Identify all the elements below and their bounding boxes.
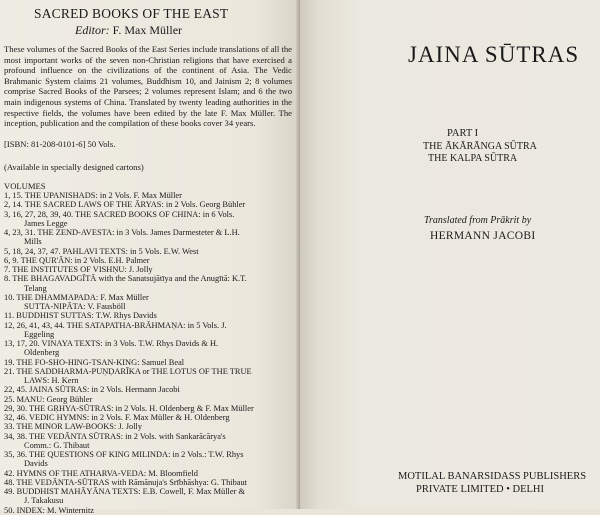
volume-entry: 11. BUDDHIST SUTTAS: T.W. Rhys Davids (4, 311, 157, 321)
volume-entry: 49. BUDDHIST MAHĀYĀNA TEXTS: E.B. Cowell, F. Max Müller & (4, 487, 245, 496)
volumes-list (4, 191, 294, 515)
volume-entry: 48. THE VEDĀNTA-SŪTRAS with Rāmānuja's Srībhāshya: G. Thibaut (4, 477, 247, 487)
volume-entry: 32, 46. VEDIC HYMNS: in 2 Vols. F. Max Müller & H. Oldenberg (4, 413, 230, 422)
series-title: SACRED BOOKS OF THE EAST (34, 6, 229, 21)
volume-entry: 1, 15. THE UPANISHADS: in 2 Vols. F. Max Müller (4, 191, 182, 200)
subtitle-kalpa: THE KALPA SŪTRA (428, 153, 518, 164)
editor-name: F. Max Müller (112, 23, 183, 37)
subtitle-acaranga: THE ĀKĀRĀNGA SŪTRA (423, 141, 537, 152)
right-page (300, 0, 600, 509)
book-title: JAINA SŪTRAS (408, 42, 580, 67)
volume-entry: 35, 36. THE QUESTIONS OF KING MILINDA: in 2 Vols.: T.W. Rhys (4, 450, 244, 459)
volume-entry: SUTTA-NIPĀTA: V. Fausböll (24, 302, 126, 311)
availability-note: (Available in specially designed cartons) (4, 162, 144, 172)
publisher-imprint: PRIVATE LIMITED • DELHI (416, 484, 545, 495)
volume-entry: 6, 9. THE QUR'ĀN: in 2 Vols. E.H. Palmer (4, 255, 150, 265)
volume-entry: 22, 45. JAINA SŪTRAS: in 2 Vols. Hermann Jacobi (4, 385, 180, 395)
publisher-name: MOTILAL BANARSIDASS PUBLISHERS (398, 471, 587, 482)
volumes-heading: VOLUMES (4, 181, 46, 191)
bleed-through-text (340, 80, 343, 91)
series-intro: These volumes of the Sacred Books of the East Series include translations of all the most important works of the seven non-Christian religions that have exercised a profound influence on the civilizations of the continent of Asia. The Vedic Brahmanic System claims 21 volumes, Buddhism 10, and Jainism 2; 8 volumes comprise Sacred Books of the Parsees; 2 volumes represent Islam; and 6 the two main indigenous systems of China. Translated by twenty leading authorities in the respective fields, the volumes have been edited by the late F. Max Müller. The inception, publication and the compilation of these books cover 34 years. (4, 44, 292, 129)
volume-entry: Oldenberg (24, 348, 60, 358)
volume-entry: LAWS: H. Kern (24, 376, 79, 385)
translator-name: HERMANN JACOBI (430, 230, 536, 242)
volume-entry: J. Takakusu (24, 496, 64, 506)
volume-entry: 2, 14. THE SACRED LAWS OF THE ĀRYAS: in 2 Vols. Georg Bühler (4, 200, 246, 210)
volume-entry: 12, 26, 41, 43, 44. THE SATAPATHA-BRĀHMAṆA: in 5 Vols. J. (4, 320, 227, 330)
volume-entry: Telang (24, 283, 47, 293)
editor-label: Editor: (75, 23, 110, 37)
volume-entry: 42. HYMNS OF THE ATHARVA-VEDA: M. Bloomfield (4, 468, 198, 478)
translated-from: Translated from Prākrit by (424, 215, 532, 226)
volume-entry: 5, 18, 24, 37, 47. PAHLAVI TEXTS: in 5 Vols. E.W. West (4, 246, 199, 256)
volume-entry: 7. THE INSTITUTES OF VISHṆU: J. Jolly (4, 265, 153, 274)
volume-entry: Mills (24, 237, 42, 247)
volume-entry: 10. THE DHAMMAPADA: F. Max Müller (4, 292, 149, 302)
volume-entry: Eggeling (24, 329, 55, 339)
volume-entry: 25. MANU: Georg Bühler (4, 394, 93, 404)
volume-entry: 13, 17, 20. VINAYA TEXTS: in 3 Vols. T.W. Rhys Davids & H. (4, 339, 219, 348)
volume-entry: 3, 16, 27, 28, 39, 40. THE SACRED BOOKS OF CHINA: in 6 Vols. (4, 209, 235, 219)
volume-entry: 33. THE MINOR LAW-BOOKS: J. Jolly (4, 422, 143, 432)
volume-entry: 34, 38. THE VEDĀNTA SŪTRAS: in 2 Vols. with Sankarācārya's (4, 431, 226, 441)
volume-entry: Comm.: G. Thibaut (24, 440, 90, 450)
volume-entry: 8. THE BHAGAVADGĪTĀ with the Sanatsujātīya and the Anugītā: K.T. (4, 274, 247, 284)
volume-entry: 19. THE FO-SHO-HING-TSAN-KING: Samuel Beal (4, 357, 185, 367)
volume-entry: 21. THE SADDHARMA-PUṆḌARĪKA or THE LOTUS OF THE TRUE (4, 366, 252, 376)
volume-entry: 4, 23, 31. THE ZEND-AVESTA: in 3 Vols. James Darmesteter & L.H. (4, 228, 240, 237)
volume-entry: 29, 30. THE GṚHYA-SŪTRAS: in 2 Vols. H. Oldenberg & F. Max Müller (4, 403, 254, 413)
series-editor (75, 23, 182, 38)
series-isbn: [ISBN: 81-208-0101-6] 50 Vols. (4, 139, 116, 149)
volume-entry: 50. INDEX: M. Winternitz (4, 505, 94, 515)
volume-entry: Davids (24, 459, 48, 469)
volume-entry: James Legge (24, 218, 68, 228)
part-number: PART I (447, 128, 479, 139)
